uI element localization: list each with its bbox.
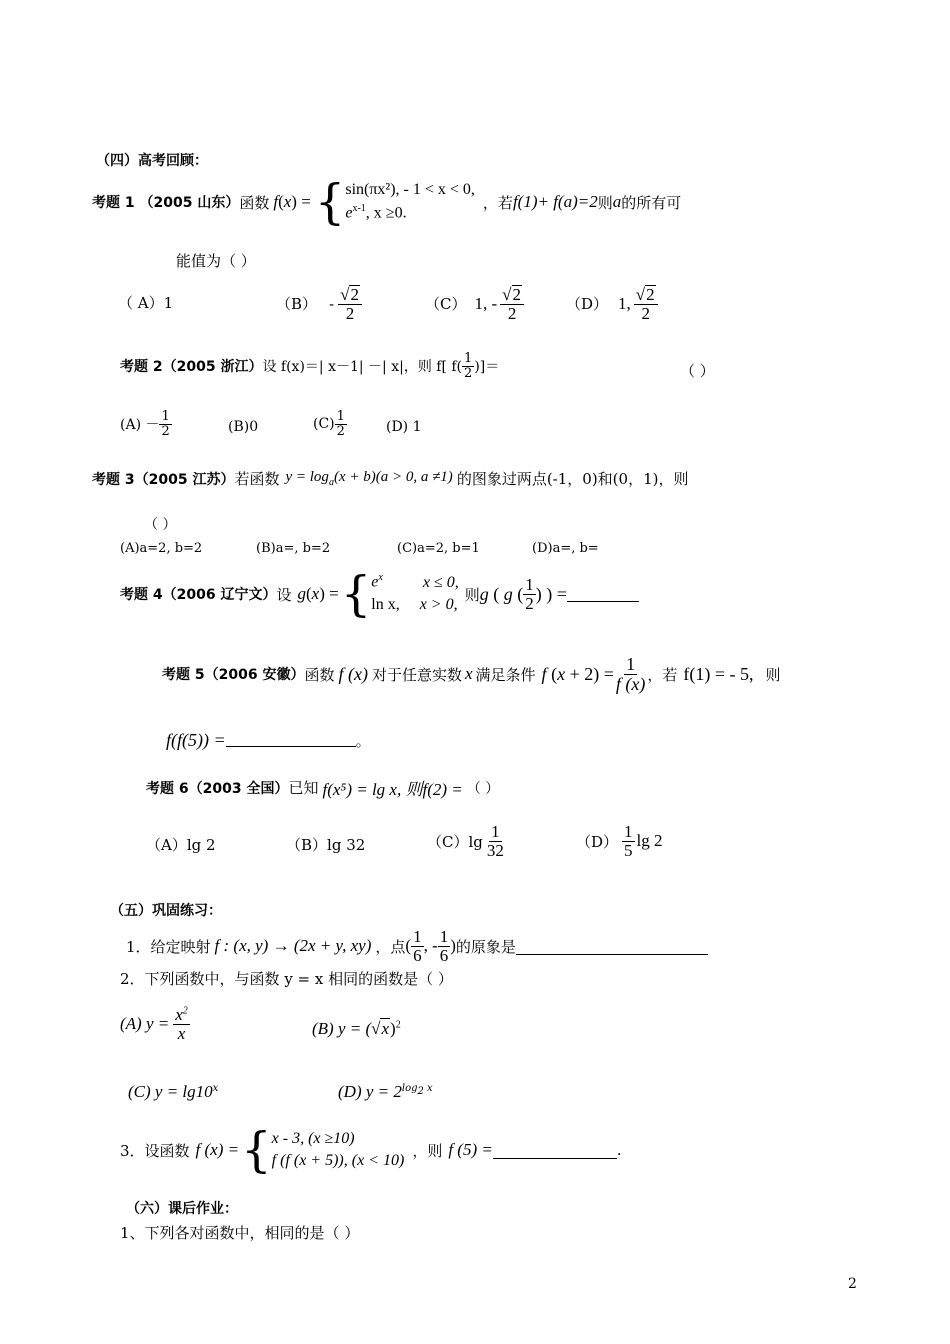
option-a: (A) － $\frac{1}{2}$ — [120, 409, 170, 439]
answer-blank[interactable] — [516, 954, 708, 955]
option-c: （C） 1, - $\frac{√2}{2}$ — [425, 285, 524, 323]
option-d: （D） 1, $\frac{√2}{2}$ — [566, 285, 658, 323]
question-5: 考题 5（2006 安徽） 函数 f (x) 对于任意实数 x 满足条件 f (x + 2) = $\frac{1}{f (x)}$ ，若 f(1) = - 5, 则 — [162, 654, 781, 694]
question-5-line2: f(f(5)) = 。 — [166, 730, 371, 750]
option-c: (C) $y = \lg 10^x$ — [128, 1082, 219, 1101]
section-heading: （六）课后作业： — [126, 1201, 238, 1217]
question-text: 能值为（ ） — [176, 252, 256, 270]
option-a: (A) y = $\frac{x^2}{x}$ — [120, 1005, 188, 1043]
option-a: （A）lg 2 — [146, 836, 216, 854]
homework-1: 1、下列各对函数中，相同的是（ ） — [120, 1224, 360, 1242]
option-b: (B)a=, b=2 — [256, 541, 331, 556]
page-number: 2 — [848, 1276, 857, 1292]
option-d: (D) $y = 2^{log_2 x}$ — [338, 1082, 433, 1101]
question-6: 考题 6（2003 全国） 已知 f(x⁵) = lg x, 则f(2) = （ ） — [146, 779, 500, 799]
option-b: （B）lg 32 — [286, 836, 366, 854]
option-c: (C) $\frac{1}{2}$ — [313, 409, 345, 439]
answer-blank[interactable] — [567, 601, 639, 602]
question-4: 考题 4（2006 辽宁文） 设 g(x) = { $e^x$ x ≤ 0, ln x, x > 0, 则 g ( g ( $\frac{1}{2}$ ) ) = — [120, 570, 639, 618]
answer-paren: （ ） — [144, 517, 177, 533]
option-d: (D) 1 — [386, 419, 422, 435]
question-1: 考题 1 （2005 山东） 函数 f(x) = { sin(πx²), - 1 < x < 0, $e^{x-1}$, x ≥0. ，若 f(1)+ f(a)=2 则 a 的所有可 — [92, 174, 682, 230]
question-2: 考题 2（2005 浙江） 设 f(x)＝| x－1| －| x|，则 f[ f( $\frac{1}{2}$ )]＝ — [120, 351, 500, 381]
section-heading: （四）高考回顾： — [96, 153, 208, 169]
option-c: （C）lg $\frac{1}{32}$ — [427, 822, 504, 860]
option-d: （D） $\frac{1}{5}$ lg 2 — [576, 822, 663, 860]
option-d: (D)a=, b= — [532, 541, 599, 556]
question-label: 考题 1 （2005 山东） — [92, 195, 240, 211]
option-a: （ A）1 — [118, 294, 174, 312]
answer-paren: （ ） — [680, 362, 715, 380]
answer-blank[interactable] — [226, 746, 356, 747]
answer-blank[interactable] — [493, 1158, 617, 1159]
section-heading: （五）巩固练习： — [110, 903, 222, 919]
practice-1: 1．给定映射 f : (x, y) → (2x + y, xy) ，点 ( $\frac{1}{6}$ , - $\frac{1}{6}$ ) 的原象是 — [126, 928, 708, 965]
question-3: 考题 3（2005 江苏） 若函数 $y = \log_a(x + b)(a > 0$, a ≠1) 的图象过两点(-1，0)和(0，1)，则 — [92, 469, 689, 488]
option-b: (B)0 — [228, 419, 259, 435]
option-b: (B) y = ( √x)$^2$ — [312, 1018, 401, 1038]
option-c: (C)a=2, b=1 — [397, 541, 480, 556]
option-a: (A)a=2, b=2 — [120, 541, 203, 556]
practice-3: 3．设函数 f (x) = { x - 3, (x ≥10) f (f (x + 5)), (x < 10) ，则 f (5) = . — [120, 1122, 622, 1178]
option-b: （B） - $\frac{√2}{2}$ — [276, 285, 362, 323]
practice-2: 2．下列函数中，与函数 y = x 相同的函数是（ ） — [120, 970, 453, 988]
